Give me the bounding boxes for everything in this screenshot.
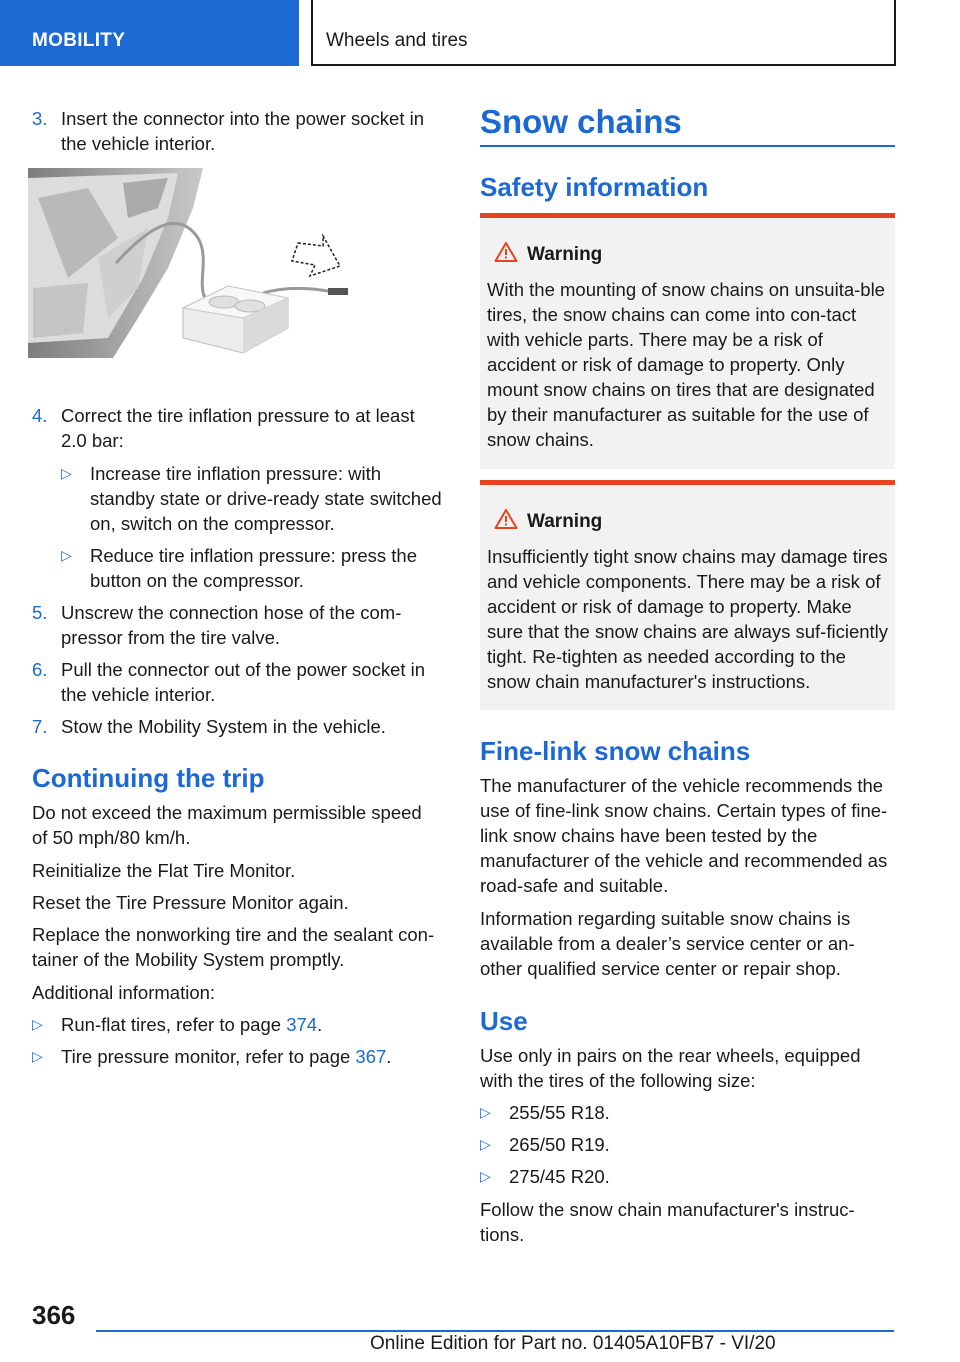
- continuing-trip-heading: Continuing the trip: [32, 763, 265, 793]
- tire-size-text: 255/55 R18.: [509, 1102, 610, 1123]
- step-text: Pull the connector out of the power socket in the vehicle interior.: [61, 659, 426, 705]
- paragraph: Additional information:: [32, 982, 216, 1003]
- step-text: Correct the tire inflation pressure to at least 2.0 bar:: [61, 405, 415, 451]
- heading-rule: [480, 145, 895, 147]
- triangle-bullet-icon: ▷: [32, 1016, 43, 1032]
- crossref-text: Tire pressure monitor, refer to page 367.: [61, 1046, 392, 1067]
- paragraph: Replace the nonworking tire and the sealant con-tainer of the Mobility System promptly.: [32, 924, 435, 970]
- step-number: 4.: [32, 405, 48, 426]
- triangle-bullet-icon: ▷: [480, 1104, 491, 1120]
- step-text: Stow the Mobility System in the vehicle.: [61, 716, 386, 737]
- step-number: 6.: [32, 659, 48, 680]
- page-link-374[interactable]: 374: [286, 1014, 318, 1035]
- triangle-bullet-icon: ▷: [61, 465, 72, 481]
- edition-text: Online Edition for Part no. 01405A10FB7 - VI/20: [370, 1333, 776, 1354]
- use-heading: Use: [480, 1006, 528, 1036]
- warning-triangle-icon: [494, 241, 518, 263]
- paragraph: Information regarding suitable snow chains is available from a dealer’s service center or an-other qualified service center or repair shop.: [480, 908, 855, 979]
- crossref-text: Run-flat tires, refer to page 374.: [61, 1014, 323, 1035]
- warning-label: Warning: [527, 244, 603, 265]
- footer-rule: [96, 1330, 894, 1332]
- section-title: MOBILITY: [32, 30, 126, 51]
- substep-text: Reduce tire inflation pressure: press the button on the compressor.: [90, 545, 418, 591]
- paragraph: Reset the Tire Pressure Monitor again.: [32, 892, 349, 913]
- step-number: 3.: [32, 108, 48, 129]
- triangle-bullet-icon: ▷: [32, 1048, 43, 1064]
- tire-size-text: 275/45 R20.: [509, 1166, 610, 1187]
- page-number: 366: [32, 1300, 76, 1330]
- chapter-title: Wheels and tires: [326, 30, 468, 51]
- step-number: 5.: [32, 602, 48, 623]
- chapter-tab: [311, 0, 896, 66]
- warning-triangle-icon: [494, 508, 518, 530]
- warning-box-unsuitable-tires: [480, 213, 895, 469]
- warning-box-tightness: [480, 480, 895, 710]
- warning-text: Insufficiently tight snow chains may damage tires and vehicle components. There may be a risk of accident or risk of damage to property. Make sure that the snow chains are always suf-ficiently tight. Re-tighten as needed according to the snow chain manufacturer's instructions.: [487, 546, 889, 692]
- section-tab: [0, 0, 299, 66]
- fine-link-heading: Fine-link snow chains: [480, 736, 751, 766]
- safety-info-heading: Safety information: [480, 172, 709, 202]
- snow-chains-heading: Snow chains: [480, 103, 682, 140]
- triangle-bullet-icon: ▷: [61, 547, 72, 563]
- substep-text: Increase tire inflation pressure: with standby state or drive-ready state switched on, switch on the compressor.: [90, 463, 442, 534]
- paragraph: Do not exceed the maximum permissible speed of 50 mph/80 km/h.: [32, 802, 422, 848]
- paragraph: The manufacturer of the vehicle recommends the use of fine-link snow chains. Certain types of fine-link snow chains have been tested by the manufacturer of the vehicle and recommended as road-safe and suitable.: [480, 775, 888, 896]
- warning-text: With the mounting of snow chains on unsuita-ble tires, the snow chains can come into con-tact with vehicle parts. There may be a risk of accident or risk of damage to property. Only mount snow chains on tires that are designated by their manufacturer as suitable for the use of snow chains.: [487, 279, 885, 450]
- paragraph: Follow the snow chain manufacturer's instruc-tions.: [480, 1199, 855, 1245]
- step-text: Unscrew the connection hose of the com-pressor from the tire valve.: [61, 602, 402, 648]
- tire-size-text: 265/50 R19.: [509, 1134, 610, 1155]
- paragraph: Reinitialize the Flat Tire Monitor.: [32, 860, 296, 881]
- page-link-367[interactable]: 367: [355, 1046, 387, 1067]
- paragraph: Use only in pairs on the rear wheels, equipped with the tires of the following size:: [480, 1045, 861, 1091]
- step-text: Insert the connector into the power socket in the vehicle interior.: [61, 108, 425, 154]
- triangle-bullet-icon: ▷: [480, 1136, 491, 1152]
- step-number: 7.: [32, 716, 48, 737]
- triangle-bullet-icon: ▷: [480, 1168, 491, 1184]
- warning-label: Warning: [527, 511, 603, 532]
- compressor-illustration: [28, 168, 368, 358]
